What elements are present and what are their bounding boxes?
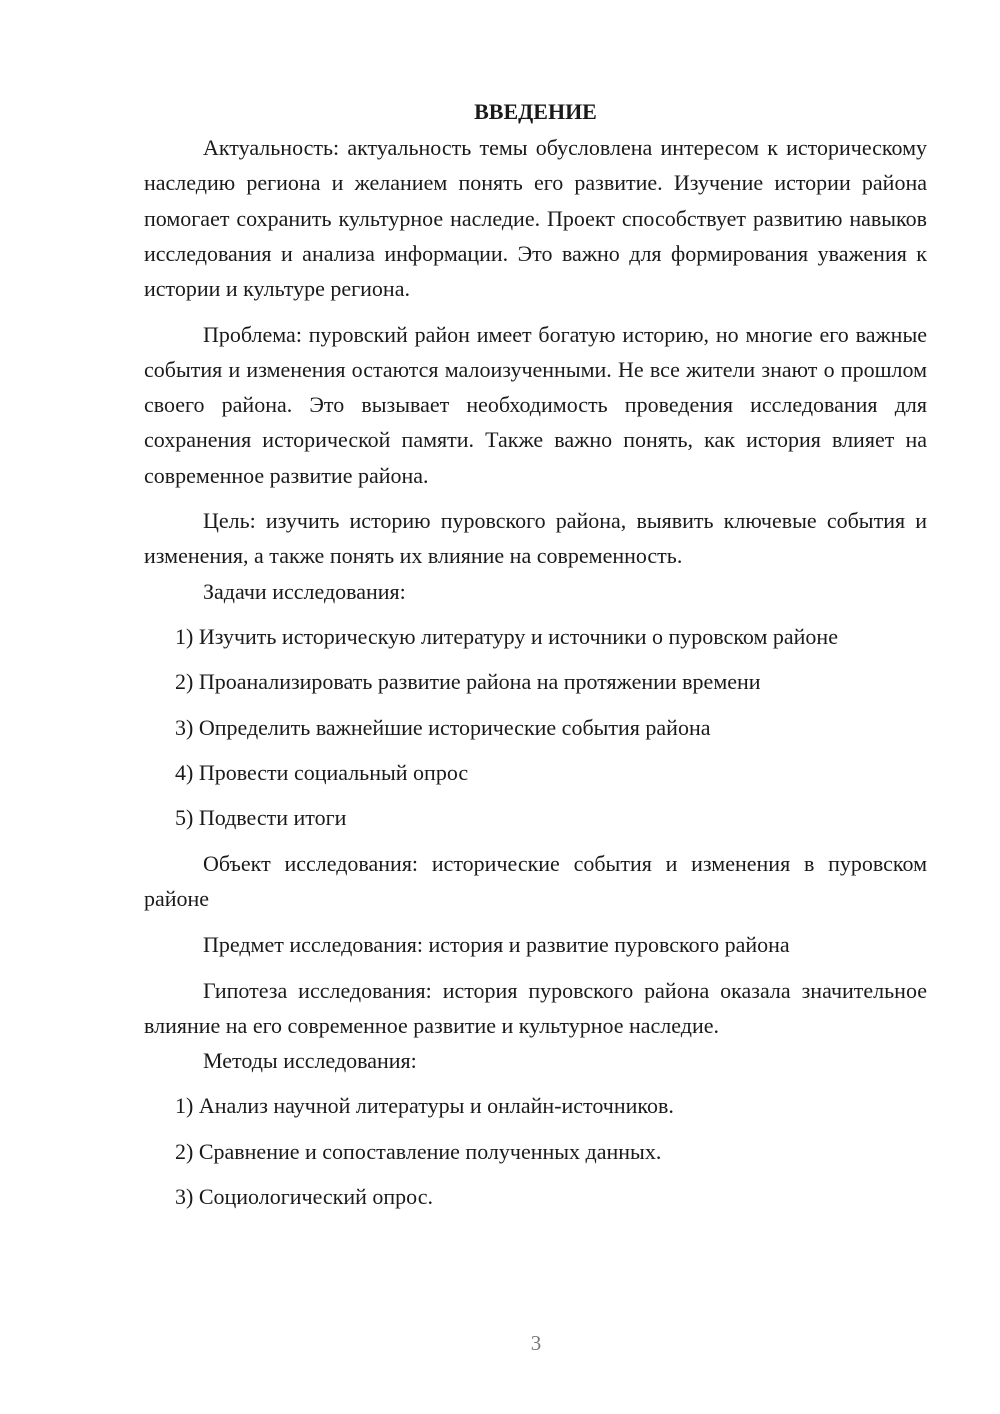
list-item: 1) Анализ научной литературы и онлайн-источников. <box>175 1093 674 1119</box>
problem-paragraph: Проблема: пуровский район имеет богатую историю, но многие его важные события и изменения остаются малоизученными. Не все жители знают о прошлом своего района. Это вызывает необходимость проведения исследования для сохранения исторической памяти. Также важно понять, как история влияет на современное развитие района. <box>144 321 927 488</box>
page-title: ВВЕДЕНИЕ <box>474 99 597 124</box>
methods-label: Методы исследования: <box>203 1048 417 1074</box>
list-item: 4) Провести социальный опрос <box>175 760 469 786</box>
relevance-paragraph: Актуальность: актуальность темы обусловлена интересом к историческому наследию региона и желанием понять его развитие. Изучение истории района помогает сохранить культурное наследие. Проект способствует развитию навыков исследования и анализа информации. Это важно для формирования уважения к истории и культуре региона. <box>144 135 927 302</box>
list-item: 1) Изучить историческую литературу и источники о пуровском районе <box>175 623 838 649</box>
list-item: 2) Проанализировать развитие района на протяжении времени <box>175 669 761 695</box>
list-item: 3) Определить важнейшие исторические события района <box>175 714 711 740</box>
tasks-list <box>144 619 927 836</box>
goal-paragraph: Цель: изучить историю пуровского района, выявить ключевые события и изменения, а также понять их влияние на современность. <box>144 508 927 569</box>
tasks-label: Задачи исследования: <box>203 578 406 604</box>
list-item: 3) Социологический опрос. <box>175 1184 433 1210</box>
list-item: 2) Сравнение и сопоставление полученных данных. <box>175 1138 662 1164</box>
page-number: 3 <box>530 1331 542 1355</box>
page-content <box>144 94 927 1214</box>
list-item: 5) Подвести итоги <box>175 805 347 831</box>
hypothesis-paragraph: Гипотеза исследования: история пуровского района оказала значительное влияние на его современное развитие и культурное наследие. <box>144 977 927 1038</box>
object-paragraph: Объект исследования: исторические события и изменения в пуровском районе <box>144 851 927 912</box>
subject-paragraph: Предмет исследования: история и развитие пуровского района <box>203 932 790 958</box>
methods-list <box>144 1088 927 1214</box>
